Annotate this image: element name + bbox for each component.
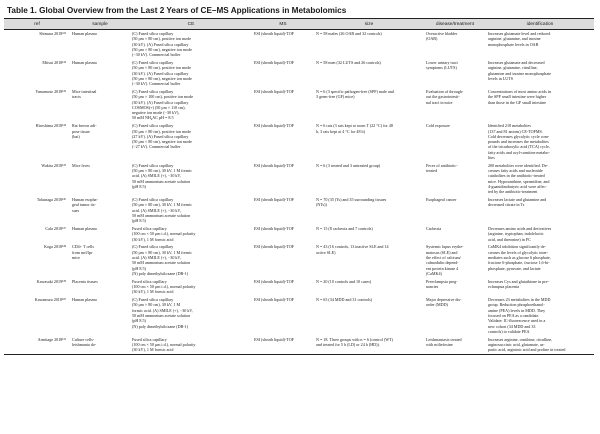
cell-ce [130,243,252,277]
cell-size [314,225,424,243]
cell-ce [130,30,252,59]
cell-identification [486,88,594,122]
cell-identification [486,225,594,243]
cell-ref: Mitsui 2018¹²² [42,59,66,65]
cell-ce-line: (30 kV), 1 M formic acid [132,289,174,295]
cell-ce-line: 50 mM ammonium acetate solution [132,178,191,184]
cell-disease-treatment-line: Feces of antibiotic- [426,162,458,168]
cell-identification-line: Cold decreases glycolytic cycle com- [488,133,550,139]
cell-ce-line: (N) poly dimethylsiloxane (DB-1) [132,270,189,276]
cell-size [314,296,424,336]
cell-size [314,278,424,296]
cell-disease-treatment-line: ent protein kinase 4 [426,265,459,271]
cell-size-line: N = 20 (10 controls and 10 cases) [316,278,372,284]
header-size: size [314,19,424,30]
cell-ce-line: (100 cm × 50 μm i.d.), normal polarity [132,284,196,290]
cell-ce-line: (50 μm × 80 cm), positive ion mode [132,36,192,42]
cell-ms: ESI (sheath liquid)-TOF [254,278,294,284]
cell-identification [486,196,594,225]
cell-identification-line: fatty acids and acyl-carnitine metabo- [488,149,550,155]
cell-size [314,59,424,88]
cell-sample-line: CD4+ T cells [72,244,94,250]
cell-disease-treatment [424,122,486,162]
cell-ce-line: 50 mM ammonium acetate solution [132,313,191,319]
cell-identification-line: 200 metabolites were identified. De- [488,162,548,168]
cell-disease-treatment-line: Overactive bladder [426,31,458,36]
cell-identification-line: focused on PEA as a candidate. [488,313,540,319]
cell-ce-line: (30 kV), 1 M formic acid [132,236,174,242]
cell-ce [130,336,252,355]
cell-size-line: N = 18. Three groups with n = 6 (control (WT) [316,336,393,342]
table-row [4,30,594,59]
cell-disease-treatment-line: Lower urinary tract [426,59,458,65]
table-row [4,278,594,296]
cell-ce-line: 50 mM NH₄AC pH = 8.5 [132,115,174,121]
cell-ce-line: (C) Fused silica capillary [132,59,174,65]
cell-ref: Koga 2018¹²⁸ [44,244,66,250]
cell-identification-line: Increases Cys and glutathione in pre- [488,278,549,284]
cell-identification-line: arginine, glutamine, citrulline, [488,65,538,71]
cell-size-line: N = 15 (8 cachexia and 7 controls) [316,226,373,232]
cell-disease-treatment-line: Cold exposure [426,123,450,129]
cell-ce-line: (50 μm × 80 cm), 30 kV, 1 M formic [132,202,193,208]
cell-identification-line: group. Reduction phosphoethanol- [488,302,545,308]
cell-ce-line: (pH 8.5) [132,318,146,324]
cell-identification-line: creases the levels of glycolytic inter- [488,249,549,255]
cell-sample-line: geal tumor tis- [72,202,96,208]
cell-disease-treatment-line: Leishmaniasis treated [426,336,462,342]
cell-ce-line: (C) Fused silica capillary [132,197,174,203]
cell-disease-treatment [424,196,486,225]
cell-ms: ESI (sheath liquid)-TOF [254,162,294,168]
cell-identification-line: monophosphate levels in OAB [488,41,539,47]
cell-disease-treatment-line: Cachexia [426,226,442,232]
cell-sample-line: Culture cells- [72,336,95,342]
cell-size-line: N = 70 (35 (Ts) and 35 surrounding tissues [316,197,387,203]
cell-identification-line: pounds and increases the metabolites [488,139,549,145]
cell-identification-line: Increases arginine, ornithine, citrulline, [488,336,553,342]
table-row [4,336,594,355]
cell-identification-line: arginosuccinic acid, glutamate, as- [488,342,545,348]
cell-ce [130,88,252,122]
cell-identification [486,278,594,296]
cell-ce-line: (pH 8.5) [132,184,146,190]
cell-sample-line: Mice intestinal [72,88,97,94]
header-ce: CE [130,19,252,30]
cell-identification-line: (137 and 81 anions) CE-TOFMS. [488,128,543,134]
cell-sample [70,336,130,355]
cell-sample: Human plasma [72,59,97,65]
cell-ce-line: (100 cm × 50 μm i.d.), normal polarity [132,342,196,348]
cell-identification-line: phosphate, pyruvate, and lactate [488,265,541,271]
cell-size-line: active SLE) [316,249,336,255]
cell-size-line: N = 6 (3 treated and 3 untreated group) [316,162,381,168]
cell-disease-treatment-line: calmodulin depend- [426,260,459,266]
cell-disease-treatment [424,59,486,88]
table-row [4,196,594,225]
cell-ce-line: (C) Fused silica capillary [132,123,174,129]
cell-ce [130,122,252,162]
cell-ms: ESI (sheath liquid)-TOF [254,197,294,203]
cell-disease-treatment-line: matosus (SLE) and [426,249,458,255]
cell-disease-treatment-line: order (MDD) [426,302,448,308]
cell-ce-line: Fused silica capillary [132,278,167,284]
header-identification: identification [486,19,594,30]
cell-ref: Armitage 2018¹³¹ [4,336,70,355]
cell-ref: Cala 2018¹²⁷ [45,226,66,232]
cell-ce [130,162,252,196]
cell-ce-line: (30 kV). (A) Fused silica capillary [132,99,189,105]
cell-identification-line: decreased citrate in Ts [488,202,525,208]
cell-identification [486,336,594,355]
cell-identification-line: lites [488,155,495,161]
cell-ce-line: (50 μm × 80 cm), positive ion mode [132,65,192,71]
cell-disease-treatment-line: Esophageal cancer [426,197,457,203]
cell-size-line: N = 58 men (32 LUTS and 26 controls) [316,59,381,65]
cell-ms: ESI (sheath liquid)-TOF [254,59,294,65]
cell-identification-line: catabolites in the antibiotic-treated [488,173,545,179]
cell-disease-treatment-line: Major depressive dis- [426,297,462,303]
cell-ce-line: (50 μm × 80 cm), 30 kV, 1 M formic [132,168,193,174]
cell-sample-line: sues [72,207,80,213]
cell-disease-treatment-line: the effect of calcium/ [426,255,461,261]
cell-size-line: N = 58 males (26 OAB and 32 controls) [316,31,382,36]
cell-disease-treatment [424,336,486,355]
cell-disease-treatment-line: treated [426,168,438,174]
cell-disease-treatment [424,225,486,243]
cell-ce [130,278,252,296]
cell-size-line: N = 6 rats (3 rats kept at room T (22 °C) for 48 [316,123,393,129]
cell-sample-line: Rat brown adi- [72,123,97,129]
cell-ce-line: (pH 8.5) [132,218,146,224]
cell-sample-line: mice [72,255,80,261]
table-row [4,225,594,243]
cell-ce-line: (50 μm × 80 cm), negative ion mode [132,139,192,145]
cell-disease-treatment-line: nancies [426,284,439,290]
table-caption: Table 1. Global Overview from the Last 2 Years of CE–MS Applications in Metabolomics [7,6,347,15]
cell-sample [70,88,130,122]
cell-identification [486,243,594,277]
cell-sample [70,243,130,277]
cell-ms: ESI (sheath liquid)-TOF [254,31,294,36]
cell-size [314,30,424,59]
cell-identification [486,30,594,59]
cell-ref: Tokunaga 2018¹²⁶ [36,197,66,203]
cell-ce-line: acid. (A) SMILE (+), −30 kV, [132,173,181,179]
cell-ms: ESI (sheath liquid)-TOF [254,123,294,129]
cell-identification-line: creases fatty acids and nucleotide [488,168,543,174]
cell-identification [486,162,594,196]
cell-identification-line: eclampsia placenta [488,284,520,290]
cell-identification-line: Decreases 23 metabolites in the MDD [488,297,551,303]
cell-identification-line: arginine, glutamine, and inosine [488,36,541,42]
cell-ce-line: (−27 kV). Commercial buffer [132,144,181,150]
cell-size-line: and treated for 5 h (LD) or 24 h (HD)). [316,342,380,348]
metabolomics-table [4,18,594,355]
cell-identification-line: Identified 218 metabolites [488,123,531,129]
cell-size [314,243,424,277]
cell-disease-treatment [424,296,486,336]
cell-identification-line: Increases lactate and glutamine and [488,197,547,203]
cell-size-line: 3 germ-free (GF) mice) [316,94,355,100]
table-header-row [4,19,594,30]
cell-ce-line: (27 kV). (A) Fused silica capillary [132,133,189,139]
header-sample: sample [70,19,130,30]
cell-ce-line: acid. (A) SMILE (+), −30 kV, [132,207,181,213]
cell-ce-line: (50 μm × 80 cm), 30 kV, 1 M [132,302,181,308]
cell-identification-line: Increases glutamate and decreased [488,59,545,65]
cell-identification-line: partic acid, argininic acid and proline in treated [488,347,566,353]
cell-ref: Kawasaki 2019¹²⁹ [36,278,66,284]
cell-sample-line: pose tissue [72,128,90,134]
cell-identification [486,122,594,162]
cell-identification [486,59,594,88]
table-row [4,296,594,336]
cell-disease-treatment [424,243,486,277]
cell-disease-treatment [424,88,486,122]
cell-size [314,196,424,225]
cell-ce-line: negative ion mode (−30 kV), [132,110,180,116]
cell-identification-line: 4-guanidinobutyric acid were affec- [488,184,547,190]
table-row [4,243,594,277]
cell-ce [130,296,252,336]
cell-sample [70,122,130,162]
cell-identification-line: acid, and threonine) in FC [488,236,531,242]
cell-sample: Human plasma [72,31,97,36]
cell-size-line: N = 43 (16 controls, 13 inactive SLE and 14 [316,244,389,250]
cell-ce [130,225,252,243]
cell-identification-line: levels in LUTS [488,75,514,81]
cell-identification-line: (arginine, tryptophan, indolelactic [488,231,544,237]
header-disease-treatment: disease/treatment [424,19,486,30]
cell-disease-treatment [424,162,486,196]
cell-size-line: h, 3 rats kept at 4 °C for 48 h) [316,128,365,134]
cell-sample: Human plasma [72,297,97,303]
cell-sample-line: leishmania do- [72,342,97,348]
cell-disease-treatment-line: (CaMK4) [426,270,442,276]
cell-sample: Mice feces [72,162,90,168]
cell-identification-line: mice. Hypoxanthine, spermidine, and [488,178,550,184]
cell-ce-line: (50 μm × 80 cm), positive ion mode [132,128,192,134]
cell-ce-line: (C) Fused silica capillary [132,88,174,94]
cell-disease-treatment [424,278,486,296]
cell-size [314,88,424,122]
cell-ref: Wakita 2018¹²⁵ [41,162,66,168]
cell-size [314,336,424,355]
cell-ce-line: (C) Fused silica capillary [132,31,174,36]
table-body [4,30,594,355]
cell-identification-line: fructose 6-phosphate, fructose 1,6-bi- [488,260,550,266]
cell-sample: Human plasma [72,226,97,232]
cell-disease-treatment [424,30,486,59]
cell-sample-line: tracts [72,94,81,100]
cell-identification-line: CaMK4 inhibition significantly de- [488,244,546,250]
cell-size-line: N = 65 (34 MDD and 31 controls) [316,297,373,303]
cell-identification-line: Concentrations of most amino acids in [488,88,552,94]
cell-size [314,162,424,196]
cell-ce-line: Fused silica capillary [132,226,167,232]
table-row [4,59,594,88]
table-row [4,162,594,196]
cell-ce-line: (C) Fused silica capillary [132,244,174,250]
cell-disease-treatment-line: symptoms (LUTS) [426,65,457,71]
cell-identification-line: amine (PEA) levels in MDD. They [488,307,546,313]
cell-ce-line: (N) poly dimethylsiloxane (DB-1) [132,323,189,329]
cell-ce-line: (30 kV). (A) Fused silica capillary [132,70,189,76]
header-ref: ref [4,19,70,30]
cell-ref: Yamamoto 2018¹²³ [35,88,66,94]
cell-ce [130,59,252,88]
cell-disease-treatment-line: with miltefosine [426,342,453,348]
cell-identification-line: new cohort (34 MDD and 33 [488,323,536,329]
cell-identification-line: the SPF small intestine were higher [488,94,547,100]
cell-ce-line: (30 kV). (A) Fused silica capillary [132,41,189,47]
table-row [4,88,594,122]
cell-ce-line: (50 μm × 80 cm), negative ion mode [132,75,192,81]
cell-disease-treatment-line: nal tract in mice [426,99,453,105]
cell-sample [70,196,130,225]
cell-identification-line: glutamine and inosine monophosphate [488,70,552,76]
cell-disease-treatment-line: Preeclampsia preg- [426,278,458,284]
cell-ms: ESI (sheath liquid)-TOF [252,336,314,355]
cell-ref: Kawamura 2018¹³⁰ [34,297,66,303]
cell-identification-line: Increases glutamate level and reduced [488,31,551,36]
cell-disease-treatment-line: Evaluation of through- [426,88,464,94]
cell-ce-line: (50 μm × 80 cm), negative ion mode [132,46,192,52]
cell-ce-line: 50 mM ammonium acetate solution [132,260,191,266]
cell-ce-line: (pH 8.5) [132,265,146,271]
cell-identification-line: Decreases amino acids and derivatives [488,226,552,232]
cell-size [314,122,424,162]
cell-ce-line: (−30 kV). Commercial buffer [132,81,181,87]
cell-ref: Shimura 2018¹²¹ [39,31,66,36]
cell-identification [486,296,594,336]
cell-ref: Hiroshima 2018¹²⁴ [35,123,66,129]
cell-ce-line: (100 cm × 50 μm i.d.), normal polarity [132,231,196,237]
cell-ce-line: (30 kV), 1 M formic acid [132,347,174,353]
cell-ms: ESI (sheath liquid)-TOF [254,297,294,303]
cell-sample-line: (bat) [72,133,80,139]
cell-sample-line: from mrl/lpr [72,249,93,255]
cell-identification-line: than those in the GF small intestine [488,99,546,105]
cell-sample-line: Human esopha- [72,197,98,203]
cell-ce-line: (−30 kV). Commercial buffer [132,52,181,58]
cell-disease-treatment-line: Systemic lupus erythe- [426,244,464,250]
cell-ce-line: COSMOS(+) (50 μm × 110 cm), [132,104,186,110]
cell-size-line: N = 6 (3 specific pathogen-free (SPF) male and [316,88,394,94]
cell-identification-line: ted by the antibiotic-treatment [488,189,538,195]
cell-ce-line: Fused silica capillary [132,336,167,342]
cell-identification-line: mediates such as glucose 6 phosphate, [488,255,551,261]
cell-disease-treatment-line: out the gastrointesti- [426,94,460,100]
cell-ce-line: acid. (A) SMILE (+), −30 kV, [132,255,181,261]
table-row [4,122,594,162]
cell-ms: ESI (sheath liquid)-TOF [254,226,294,232]
header-ms: MS [252,19,314,30]
cell-size-line: (NTs)) [316,202,327,208]
cell-ce [130,196,252,225]
cell-ce-line: formic acid. (A) SMILE (+), −30 kV, [132,307,193,313]
cell-ce-line: (C) Fused silica capillary [132,162,174,168]
cell-identification-line: of the tricarboxylic acid (TCA) cycle, [488,144,550,150]
cell-ce-line: (50 μm × 80 cm), 30 kV, 1 M formic [132,249,193,255]
cell-identification-line: Validate: IC-fluorescence used in a [488,318,546,324]
cell-ce-line: 50 mM ammonium acetate solution [132,213,191,218]
cell-identification-line: controls) to validate PEA [488,328,530,334]
cell-disease-treatment-line: (OAB) [426,36,438,42]
cell-ms: ESI (sheath liquid)-TOF [254,244,294,250]
cell-sample: Placenta tissues [72,278,98,284]
cell-ce-line: (C) Fused silica capillary [132,297,174,303]
cell-ms: ESI (sheath liquid)-TOF [254,88,294,94]
cell-ce-line: (50 μm × 100 cm), positive ion mode [132,94,194,100]
